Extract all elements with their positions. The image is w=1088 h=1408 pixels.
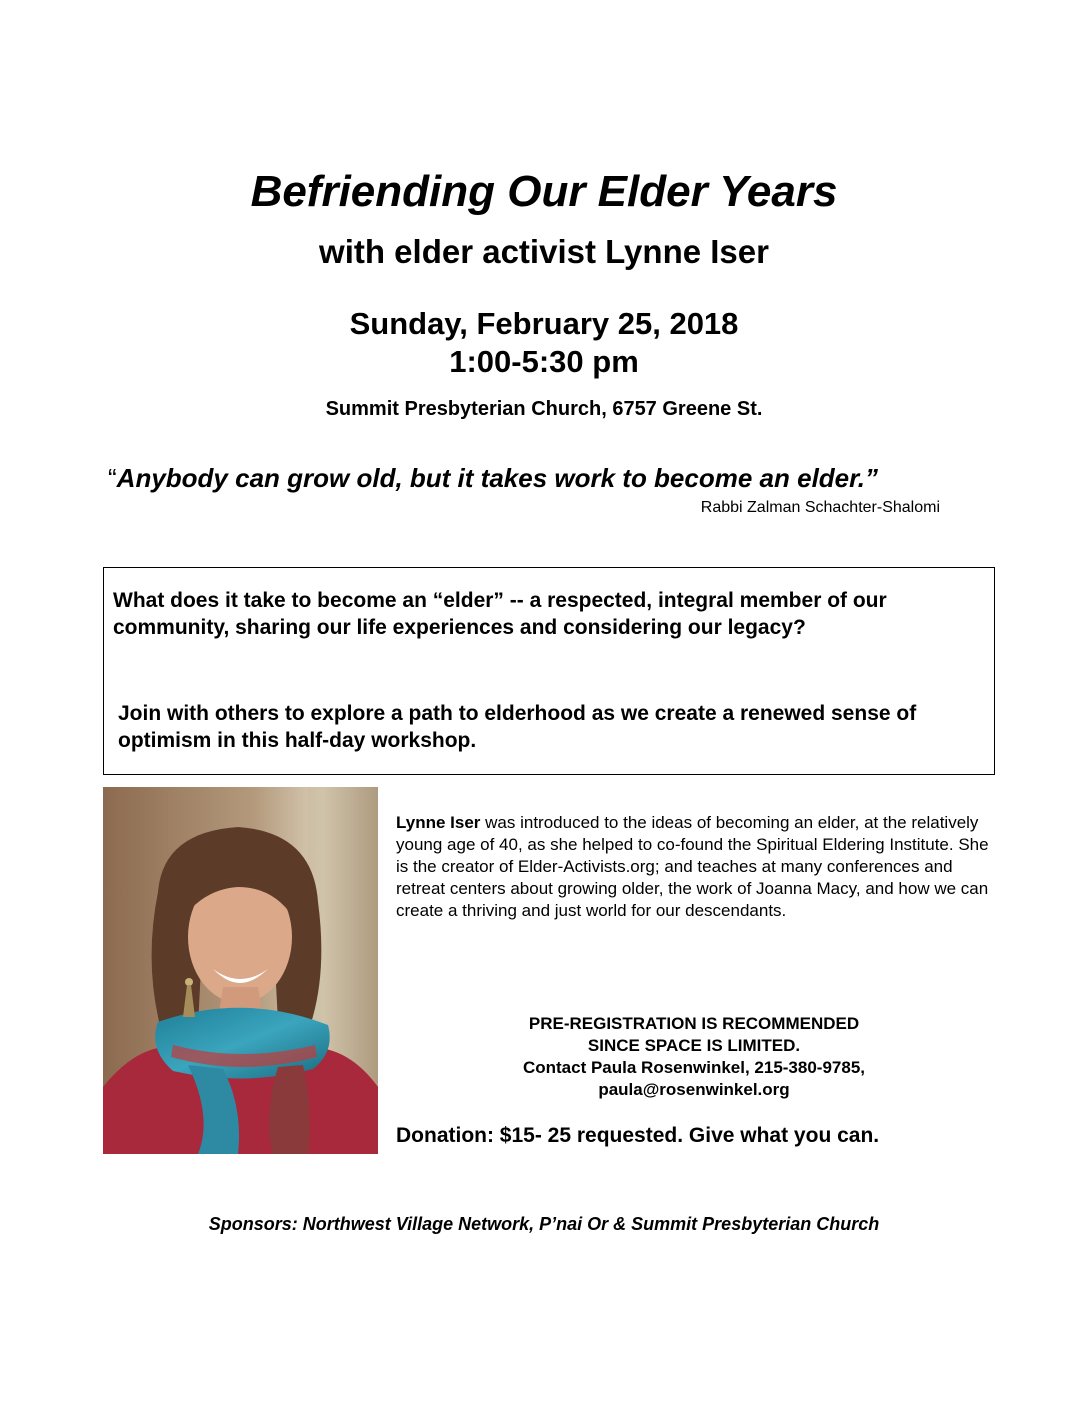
speaker-photo [103,787,378,1154]
donation-info: Donation: $15- 25 requested. Give what you can. [396,1124,880,1147]
quote [108,462,878,494]
contact-line: Contact Paula Rosenwinkel, 215-380-9785, [522,1058,866,1077]
event-subtitle: with elder activist Lynne Iser [319,233,769,270]
registration-info [396,1013,992,1101]
event-location: Summit Presbyterian Church, 6757 Greene St. [325,398,763,420]
speaker-bio [396,812,996,922]
registration-line-2: SINCE SPACE IS LIMITED. [587,1036,801,1055]
info-box-question: What does it take to become an “elder” -- a respected, integral member of our community, sharing our life experiences and considering our legacy? [113,589,887,639]
quote-open-mark: “ [108,463,117,493]
contact-email: paula@rosenwinkel.org [598,1080,790,1099]
speaker-bio-text: was introduced to the ideas of becoming an elder, at the relatively young age of 40, as she helped to co-found the Spiritual Eldering Institute. She is the creator of Elder-Activists.org; and teaches at many conferences and retreat centers about growing older, the work of Joanna Macy, and how we can create a thriving and just world for our descendants. [396,813,989,920]
registration-line-1: PRE-REGISTRATION IS RECOMMENDED [528,1014,860,1033]
quote-text: Anybody can grow old, but it takes work to become an elder.” [116,463,879,493]
info-box-invitation: Join with others to explore a path to elderhood as we create a renewed sense of optimism in this half-day workshop. [118,702,917,752]
event-time: 1:00-5:30 pm [449,344,639,379]
quote-attribution: Rabbi Zalman Schachter-Shalomi [700,499,940,516]
event-date: Sunday, February 25, 2018 [349,306,739,341]
sponsors: Sponsors: Northwest Village Network, P’nai Or & Summit Presbyterian Church [208,1214,880,1234]
speaker-name: Lynne Iser [396,813,481,832]
event-title: Befriending Our Elder Years [250,167,838,216]
